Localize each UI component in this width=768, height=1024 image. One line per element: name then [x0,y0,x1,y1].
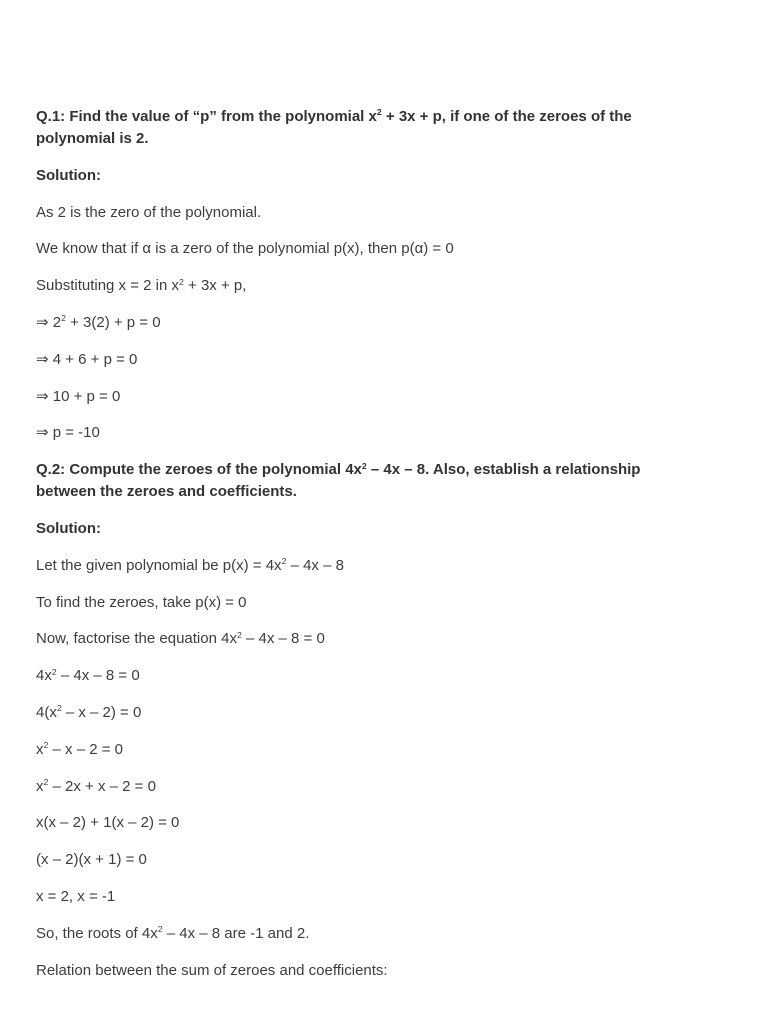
step-text: x = 2, x = -1 [36,887,116,905]
step-text: To find the zeroes, take p(x) = 0 [36,593,247,611]
q2-question [36,459,732,503]
q1-question [36,106,732,150]
step-text: – 4x – 8 = 0 [56,667,140,685]
step-text: ⇒ 10 + p = 0 [36,387,121,405]
q1-solution-label: Solution: [36,166,101,184]
q2-step-2 [36,592,732,614]
q1-step-2 [36,238,732,260]
step-text: ⇒ 2 [36,313,62,331]
step-text: 4(x [36,703,57,721]
question-text: between the zeroes and coefficients. [36,483,297,501]
exponent: 2 [157,924,163,935]
q2-step-12 [36,960,732,982]
question-text: – 4x – 8. Also, establish a relationship [366,461,641,479]
q2-step-3 [36,628,732,650]
exponent: 2 [43,740,49,751]
step-text: (x – 2)(x + 1) = 0 [36,851,147,869]
step-text: + 3x + p, [183,277,247,295]
exponent: 2 [361,460,367,471]
exponent: 2 [61,313,66,324]
step-text: x [36,777,44,795]
step-text: ⇒ p = -10 [36,424,100,442]
step-text: + 3(2) + p = 0 [65,313,161,331]
exponent: 2 [43,776,49,787]
q2-step-5 [36,702,732,724]
step-text: So, the roots of 4x [36,924,158,942]
step-text: x(x – 2) + 1(x – 2) = 0 [36,814,180,832]
step-text: – 4x – 8 = 0 [241,630,325,648]
q2-step-11 [36,923,732,945]
q1-step-1 [36,202,732,224]
question-text: polynomial is 2. [36,130,149,147]
exponent: 2 [51,666,57,677]
exponent: 2 [376,107,382,118]
q2-step-4 [36,665,732,687]
q1-step-6 [36,386,732,408]
q2-step-7 [36,776,732,798]
step-text: We know that if α is a zero of the polynomial p(x), then p(α) = 0 [36,240,454,258]
step-text: ⇒ 4 + 6 + p = 0 [36,350,138,368]
exponent: 2 [56,703,62,714]
exponent: 2 [236,629,242,640]
q2-step-1 [36,555,732,577]
step-text: – 4x – 8 [286,556,344,574]
q2-step-9 [36,849,732,871]
question-text: Q.1: Find the value of “p” from the polynomial x [36,108,377,125]
q2-solution-label: Solution: [36,519,101,537]
q1-step-3 [36,275,732,297]
q2-step-6 [36,739,732,761]
step-text: As 2 is the zero of the polynomial. [36,203,262,221]
step-text: 4x [36,667,52,685]
step-text: – x – 2 = 0 [48,740,123,758]
exponent: 2 [281,556,287,567]
step-text: – x – 2) = 0 [61,703,142,721]
q1-step-5 [36,349,732,371]
q2-step-10 [36,886,732,908]
step-text: – 4x – 8 are -1 and 2. [162,924,310,942]
q2-step-8 [36,812,732,834]
step-text: Let the given polynomial be p(x) = 4x [36,556,282,574]
q1-step-4 [36,312,732,334]
step-text: x [36,740,44,758]
step-text: Substituting x = 2 in x [36,277,179,295]
step-text: Now, factorise the equation 4x [36,630,237,648]
step-text: – 2x + x – 2 = 0 [48,777,156,795]
q1-step-7 [36,422,732,444]
question-text: + 3x + p, if one of the zeroes of the [381,108,632,125]
exponent: 2 [179,276,184,287]
question-text: Q.2: Compute the zeroes of the polynomial 4x [36,461,362,479]
step-text: Relation between the sum of zeroes and coefficients: [36,961,388,979]
